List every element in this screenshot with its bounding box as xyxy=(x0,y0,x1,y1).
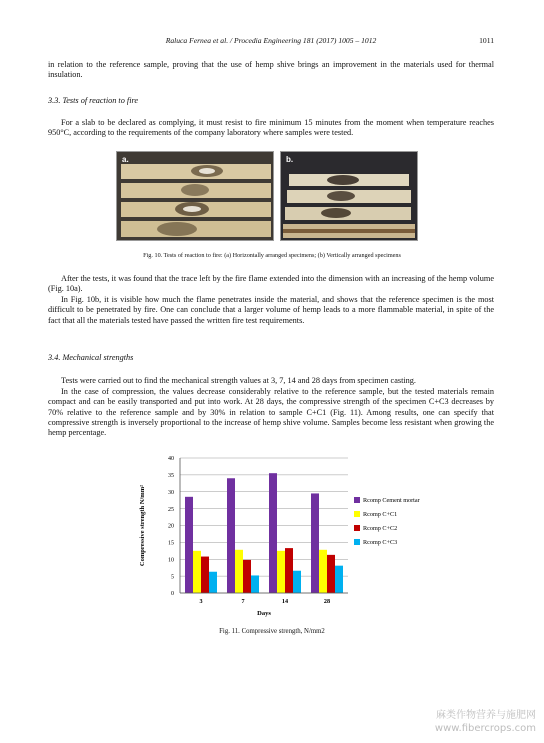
bar xyxy=(227,478,235,593)
y-tick-label: 20 xyxy=(168,523,174,530)
y-tick-label: 0 xyxy=(171,591,174,598)
bar xyxy=(193,551,201,593)
y-tick-label: 15 xyxy=(168,540,174,547)
paragraph-top: in relation to the reference sample, proving that the use of hemp shive brings an improvement in the materials used for thermal insulation. xyxy=(48,60,494,80)
watermark-line-1: 麻类作物营养与施肥网 xyxy=(436,710,536,721)
bar xyxy=(201,557,209,593)
y-tick-label: 30 xyxy=(168,489,174,496)
y-tick-label: 25 xyxy=(168,506,174,513)
x-axis-label: Days xyxy=(257,610,271,617)
legend-swatch xyxy=(354,539,360,545)
chart-legend xyxy=(354,497,420,546)
legend-label: Rcomp Cement mortar xyxy=(363,497,420,504)
watermark-line-2: www.fibercrops.com xyxy=(434,723,536,734)
compressive-strength-chart xyxy=(128,450,438,620)
bar xyxy=(243,560,251,593)
bar xyxy=(235,550,243,593)
legend-label: Rcomp C+C2 xyxy=(363,525,398,532)
figure-10-caption: Fig. 10. Tests of reaction to fire: (a) Horizontally arranged specimens; (b) Vertically arranged specimens xyxy=(143,252,401,259)
paragraph-fire-penetration: In Fig. 10b, it is visible how much the flame penetrates inside the material, and shows that the reference specimen is the most difficult to be penetrated by fire. One can conclude that a larger volume of hemp leads to a more flammable material, in spite of the fact that all the materials tested have passed the written fire test requirements. xyxy=(48,295,494,325)
bar xyxy=(251,575,259,593)
bar xyxy=(269,473,277,593)
paragraph-compression: In the case of compression, the values decrease considerably relative to the reference sample, but the tested materials remain compact and can be easily transported and put into work. At 28 days, the compressive strength of the specimen C+C3 decreases by 70% relative to the reference sample and by 30% in relation to sample C+C1 (Fig. 11). Among results, one can specify that compressive strength is inversely proportional to the increase of hemp shive volume. Samples become less resistant when growing the hemp percentage. xyxy=(48,387,494,438)
bar xyxy=(311,493,319,593)
figure-10b-photo xyxy=(280,151,418,241)
bar xyxy=(319,550,327,593)
vertical-specimens-image xyxy=(281,152,417,240)
figure-10a-label: a. xyxy=(122,155,129,164)
x-tick-label: 14 xyxy=(281,598,289,605)
horizontal-specimens-image xyxy=(117,152,273,240)
bar xyxy=(185,497,193,593)
bar xyxy=(285,548,293,593)
y-axis-label: Compressive strength N/mm² xyxy=(139,484,146,567)
bar xyxy=(209,572,217,593)
figure-10a-photo xyxy=(116,151,274,241)
bar xyxy=(327,555,335,593)
y-tick-label: 10 xyxy=(168,557,174,564)
figure-10b-label: b. xyxy=(286,155,294,164)
watermark xyxy=(435,709,536,735)
y-tick-label: 35 xyxy=(168,473,174,480)
section-heading-3-4: 3.4. Mechanical strengths xyxy=(48,353,134,362)
paragraph-fire-requirements: For a slab to be declared as complying, it must resist to fire minimum 15 minutes from the moment when temperature reaches 950°C, according to the requirements of the company laboratory where samples were tested. xyxy=(48,118,494,138)
paragraph-mechanical-tests: Tests were carried out to find the mechanical strength values at 3, 7, 14 and 28 days from specimen casting. xyxy=(61,376,416,385)
legend-swatch xyxy=(354,497,360,503)
legend-label: Rcomp C+C3 xyxy=(363,539,398,546)
page-number: 1011 xyxy=(479,36,494,45)
x-tick-label: 3 xyxy=(199,598,203,605)
bar xyxy=(335,566,343,593)
running-title: Raluca Fernea et al. / Procedia Engineering 181 (2017) 1005 – 1012 xyxy=(165,36,377,45)
bar xyxy=(293,571,301,593)
x-tick-label: 7 xyxy=(241,598,245,605)
legend-swatch xyxy=(354,511,360,517)
legend-swatch xyxy=(354,525,360,531)
x-tick-label: 28 xyxy=(323,598,331,605)
section-heading-3-3: 3.3. Tests of reaction to fire xyxy=(48,96,139,105)
y-tick-label: 40 xyxy=(168,456,174,463)
legend-label: Rcomp C+C1 xyxy=(363,511,398,518)
bar xyxy=(277,551,285,593)
y-tick-label: 5 xyxy=(171,574,174,581)
figure-11-caption: Fig. 11. Compressive strength, N/mm2 xyxy=(219,628,325,635)
paragraph-fire-results: After the tests, it was found that the trace left by the fire flame extended into the dimension with an increasing of the hemp volume (Fig. 10a). xyxy=(48,274,494,294)
